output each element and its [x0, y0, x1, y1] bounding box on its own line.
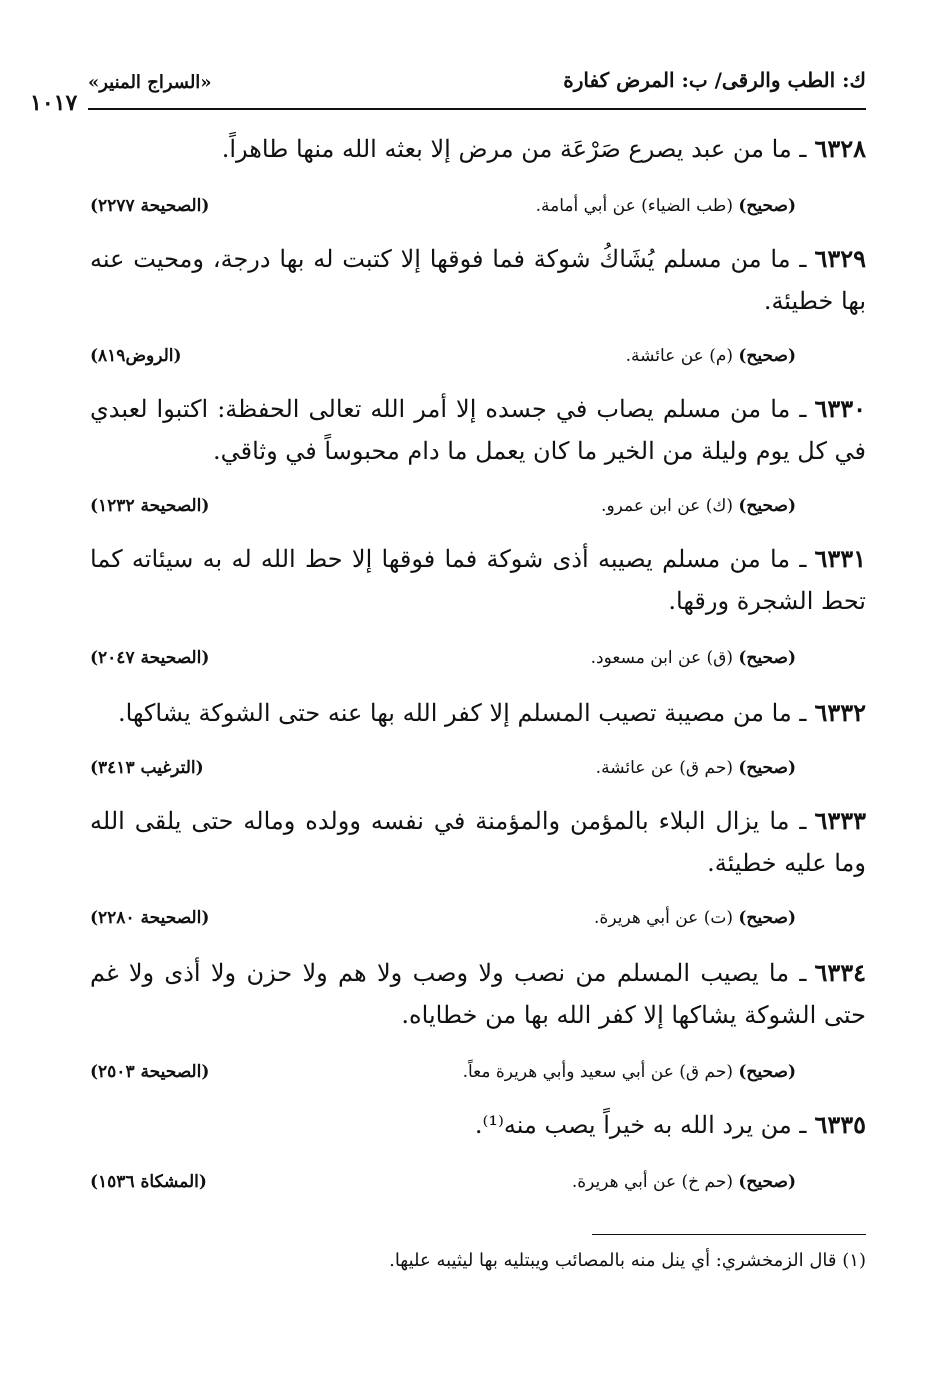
- reference: (الترغيب ٣٤١٣): [90, 758, 204, 778]
- hadith-number: ٦٣٣١: [814, 544, 866, 573]
- header-rule: [88, 108, 866, 110]
- grade: (صحيح): [738, 908, 796, 928]
- hadith-text: ـ ما من مسلم يصاب في جسده إلا أمر الله تعالى الحفظة: اكتبوا لعبدي في كل يوم وليلة من الخير ما كان يعمل ما دام محبوساً في وثاقي.: [90, 395, 866, 465]
- chapter-heading: ك: الطب والرقى/ ب: المرض كفارة: [563, 68, 866, 92]
- source-line: [90, 496, 796, 526]
- hadith-text: ـ ما من مصيبة تصيب المسلم إلا كفر الله بها عنه حتى الشوكة يشاكها.: [117, 699, 807, 727]
- hadith-entry: [90, 128, 866, 170]
- citation: [536, 196, 796, 216]
- source-line: [90, 346, 796, 376]
- hadith-number: ٦٣٢٨: [814, 134, 866, 163]
- footnote: [320, 1250, 866, 1271]
- hadith-number: ٦٣٣٤: [814, 958, 867, 987]
- hadith-entry: [90, 800, 866, 884]
- source: (ت) عن أبي هريرة.: [594, 908, 733, 928]
- source-line: [90, 908, 796, 938]
- hadith-entry: [90, 692, 866, 734]
- citation: [594, 908, 796, 928]
- hadith-text: ـ ما من عبد يصرع صَرْعَة من مرض إلا بعثه الله منها طاهراً.: [221, 135, 807, 163]
- citation: [601, 496, 796, 516]
- hadith-number: ٦٣٣٢: [814, 698, 866, 727]
- hadith-text: ـ من يرد الله به خيراً يصب منه⁽¹⁾.: [474, 1111, 807, 1139]
- footnote-rule: [592, 1234, 866, 1235]
- source-line: [90, 1062, 796, 1092]
- citation: [596, 758, 796, 778]
- hadith-text: ـ ما من مسلم يصيبه أذى شوكة فما فوقها إلا حط الله له به سيئاته كما تحط الشجرة ورقها.: [90, 545, 866, 615]
- hadith-number: ٦٣٣٣: [814, 806, 866, 835]
- reference: (الصحيحة ٢٢٧٧): [90, 196, 210, 216]
- grade: (صحيح): [738, 648, 796, 668]
- citation: [572, 1172, 796, 1192]
- grade: (صحيح): [738, 758, 796, 778]
- source-line: [90, 648, 796, 678]
- hadith-entry: [90, 952, 866, 1036]
- source-line: [90, 1172, 796, 1202]
- citation: [626, 346, 796, 366]
- source-line: [90, 758, 796, 788]
- source: (حم خ) عن أبي هريرة.: [571, 1172, 733, 1192]
- reference: (الصحيحة ٢٠٤٧): [90, 648, 210, 668]
- hadith-number: ٦٣٢٩: [814, 244, 866, 273]
- reference: (الصحيحة ١٢٣٢): [90, 496, 210, 516]
- grade: (صحيح): [738, 1062, 796, 1082]
- reference: (الصحيحة ٢٢٨٠): [90, 908, 210, 928]
- hadith-text: ـ ما يزال البلاء بالمؤمن والمؤمنة في نفسه وولده وماله حتى يلقى الله وما عليه خطيئة.: [90, 807, 866, 877]
- source: (ك) عن ابن عمرو.: [601, 496, 733, 516]
- source: (ق) عن ابن مسعود.: [590, 648, 733, 668]
- footnote-text: قال الزمخشري: أي ينل منه بالمصائب ويبتليه بها ليثيبه عليها.: [389, 1250, 837, 1271]
- page-number: ١٠١٧: [30, 90, 78, 116]
- citation: [591, 648, 796, 668]
- reference: (الصحيحة ٢٥٠٣): [90, 1062, 210, 1082]
- hadith-text: ـ ما يصيب المسلم من نصب ولا وصب ولا هم ولا حزن ولا أذى ولا غم حتى الشوكة يشاكها إلا كفر الله بها من خطاياه.: [90, 959, 866, 1029]
- grade: (صحيح): [738, 1172, 796, 1192]
- grade: (صحيح): [738, 346, 796, 366]
- hadith-entry: [90, 388, 866, 472]
- hadith-text: ـ ما من مسلم يُشَاكُ شوكة فما فوقها إلا كتبت له بها درجة، ومحيت عنه بها خطيئة.: [90, 245, 866, 315]
- hadith-entry: [90, 1104, 866, 1146]
- source: (م) عن عائشة.: [625, 346, 733, 366]
- grade: (صحيح): [738, 196, 796, 216]
- hadith-number: ٦٣٣٥: [814, 1110, 866, 1139]
- grade: (صحيح): [738, 496, 796, 516]
- source: (طب الضياء) عن أبي أمامة.: [535, 196, 733, 216]
- citation: [463, 1062, 796, 1082]
- footnote-marker: (١): [842, 1250, 866, 1271]
- source-line: [90, 196, 796, 226]
- reference: (الروض٨١٩): [90, 346, 182, 366]
- hadith-entry: [90, 538, 866, 622]
- source: (حم ق) عن أبي سعيد وأبي هريرة معاً.: [462, 1062, 733, 1082]
- source: (حم ق) عن عائشة.: [595, 758, 733, 778]
- reference: (المشكاة ١٥٣٦): [90, 1172, 207, 1192]
- book-title: «السراج المنير»: [88, 72, 212, 93]
- hadith-entry: [90, 238, 866, 322]
- page-header: [30, 58, 866, 118]
- hadith-number: ٦٣٣٠: [814, 394, 866, 423]
